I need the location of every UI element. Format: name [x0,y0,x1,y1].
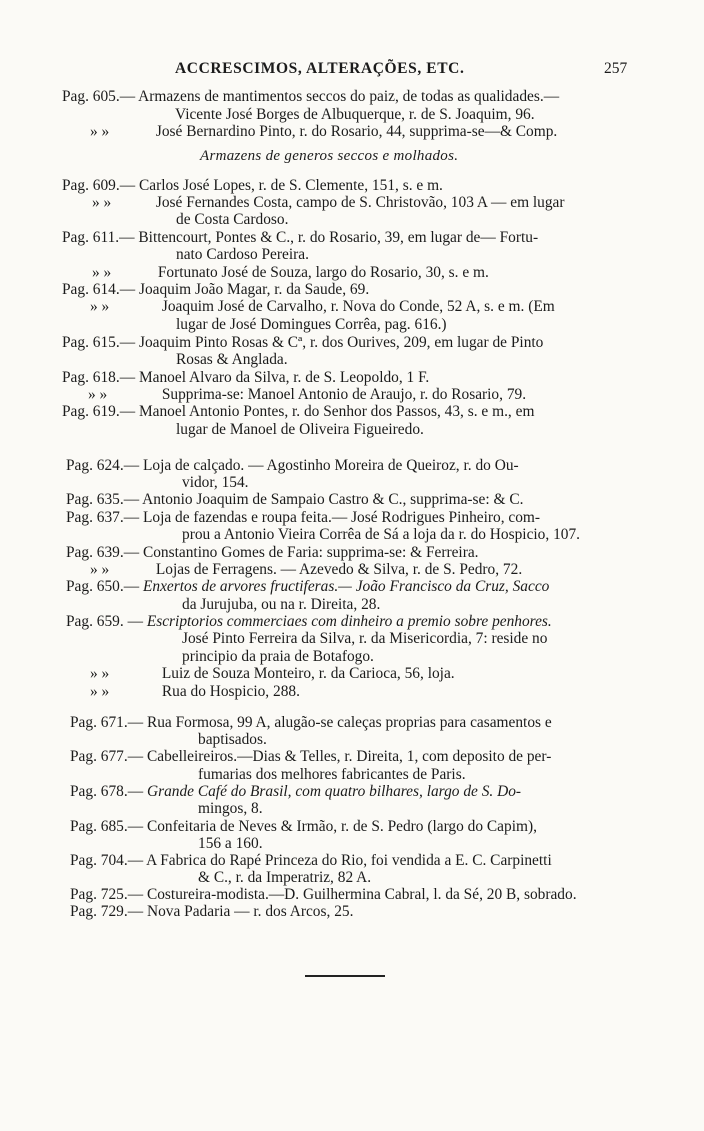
entry [62,369,429,387]
entry [62,229,538,247]
entry-reference: Pag. 678.— [70,783,144,800]
page-number: 257 [604,60,628,77]
entry-reference: » » [90,561,110,578]
entry-text: Supprima-se: Manoel Antonio de Araujo, r. do Rosario, 79. [161,386,527,403]
entry-reference: Pag. 725.— [70,886,144,903]
entry-reference: Pag. 618.— [62,369,136,386]
entry-text: Costureira-modista.—D. Guilhermina Cabral, l. da Sé, 20 B, sobrado. [146,886,577,903]
entry-text: Rua Formosa, 99 A, alugão-se caleças proprias para casamentos e [146,714,552,731]
entry [66,491,523,509]
entry [70,748,551,766]
entry-text: Joaquim José de Carvalho, r. Nova do Conde, 52 A, s. e m. (Em [161,298,555,315]
entry-reference: Pag. 635.— [66,491,140,508]
entry-text: Luiz de Souza Monteiro, r. da Carioca, 56, loja. [161,665,455,682]
entry-text: Rua do Hospicio, 288. [161,683,300,700]
entry [62,177,443,195]
entry-continuation: Rosas & Anglada. [176,351,288,368]
entry-reference: Pag. 685.— [70,818,144,835]
entry-text: Lojas de Ferragens. — Azevedo & Silva, r. de S. Pedro, 72. [155,561,523,578]
entry-continuation: fumarias dos melhores fabricantes de Paris. [198,766,466,783]
entry-text: José Fernandes Costa, campo de S. Christovão, 103 A — em lugar [155,194,565,211]
entry-continuation: principio da praia de Botafogo. [182,648,374,665]
entry-reference: Pag. 659. — [66,613,143,630]
entry-text: Antonio Joaquim de Sampaio Castro & C., supprima-se: & C. [142,491,524,508]
entry [70,714,552,732]
entry-reference: » » [90,298,110,315]
entry [70,783,521,801]
entry-reference: » » [92,264,112,281]
entry [66,613,552,631]
entry-continuation: Vicente José Borges de Albuquerque, r. de S. Joaquim, 96. [175,106,535,123]
entry [70,903,353,921]
entry-continuation: de Costa Cardoso. [176,211,289,228]
entry [66,457,519,475]
entry-reference: Pag. 650.— [66,578,140,595]
entry [90,298,555,316]
entry-text: Carlos José Lopes, r. de S. Clemente, 151, s. e m. [138,177,443,194]
entry-text: A Fabrica do Rapé Princeza do Rio, foi vendida a E. C. Carpinetti [146,852,552,869]
entry-text: Joaquim João Magar, r. da Saude, 69. [138,281,370,298]
entry [62,403,534,421]
entry-continuation: baptisados. [198,731,267,748]
entry [88,386,526,404]
entry-reference: Pag. 619.— [62,403,136,420]
entry [90,683,300,701]
entry [90,561,522,579]
entry-text: Grande Café do Brasil, com quatro bilhares, largo de S. Do- [146,783,522,800]
entry [70,886,577,904]
entry [66,578,549,596]
entry-reference: » » [88,386,108,403]
page-title: ACCRESCIMOS, ALTERAÇÕES, ETC. [175,60,465,77]
entry-reference: » » [90,123,110,140]
entry-continuation: nato Cardoso Pereira. [176,246,309,263]
entry-reference: Pag. 637.— [66,509,140,526]
entry-reference: Pag. 639.— [66,544,140,561]
entry-continuation: José Pinto Ferreira da Silva, r. da Misericordia, 7: reside no [182,630,548,647]
entry-text: Joaquim Pinto Rosas & Cª, r. dos Ourives, 209, em lugar de Pinto [138,334,544,351]
entry-text: Nova Padaria — r. dos Arcos, 25. [146,903,354,920]
entry [90,123,557,141]
entry [62,281,369,299]
entry [62,334,543,352]
entry-text: Cabelleireiros.—Dias & Telles, r. Direita, 1, com deposito de per- [146,748,552,765]
entry-text: José Bernardino Pinto, r. do Rosario, 44, supprima-se—& Comp. [155,123,558,140]
closing-rule [305,975,385,977]
entry [92,194,565,212]
entry [66,509,540,527]
entry [90,665,455,683]
entry [70,818,537,836]
entry-continuation: vidor, 154. [182,474,249,491]
entry-reference: » » [90,683,110,700]
entry-reference: Pag. 677.— [70,748,144,765]
entry-continuation: lugar de José Domingues Corrêa, pag. 616.) [176,316,447,333]
entry [66,544,479,562]
entry-text: Confeitaria de Neves & Irmão, r. de S. Pedro (largo do Capim), [146,818,537,835]
entry-reference: Pag. 611.— [62,229,135,246]
entry-continuation: 156 a 160. [198,835,263,852]
entry-continuation: lugar de Manoel de Oliveira Figueiredo. [176,421,424,438]
entry-reference: Pag. 609.— [62,177,136,194]
entry [92,264,489,282]
entry-continuation: da Jurujuba, ou na r. Direita, 28. [182,596,381,613]
entry-text: Bittencourt, Pontes & C., r. do Rosario, 39, em lugar de— Fortu- [138,229,539,246]
entry-reference: Pag. 704.— [70,852,144,869]
entry-text: Loja de calçado. — Agostinho Moreira de Queiroz, r. do Ou- [142,457,519,474]
entry-reference: Pag. 624.— [66,457,140,474]
entry-text: Enxertos de arvores fructiferas.— João Francisco da Cruz, Sacco [142,578,550,595]
entry-text: Manoel Alvaro da Silva, r. de S. Leopoldo, 1 F. [138,369,430,386]
entry [62,88,559,106]
entry [70,852,552,870]
section-subheading: Armazens de generos seccos e molhados. [200,148,459,164]
entry-text: Loja de fazendas e roupa feita.— José Rodrigues Pinheiro, com- [142,509,541,526]
running-header [0,60,704,82]
entry-reference: Pag. 615.— [62,334,136,351]
entry-text: Manoel Antonio Pontes, r. do Senhor dos Passos, 43, s. e m., em [138,403,535,420]
entry-reference: Pag. 729.— [70,903,144,920]
entry-continuation: mingos, 8. [198,800,263,817]
entry-text: Constantino Gomes de Faria: supprima-se: & Ferreira. [142,544,479,561]
entry-text: Fortunato José de Souza, largo do Rosario, 30, s. e m. [157,264,489,281]
entry-reference: Pag. 614.— [62,281,136,298]
entry-continuation: prou a Antonio Vieira Corrêa de Sá a loja da r. do Hospicio, 107. [182,526,581,543]
entry-reference: » » [92,194,112,211]
entry-reference: Pag. 605.— [62,88,136,105]
entry-reference: » » [90,665,110,682]
entry-reference: Pag. 671.— [70,714,144,731]
entry-continuation: & C., r. da Imperatriz, 82 A. [198,869,372,886]
entry-text: Escriptorios commerciaes com dinheiro a premio sobre penhores. [146,613,552,630]
entry-text: Armazens de mantimentos seccos do paiz, de todas as qualidades.— [138,88,560,105]
